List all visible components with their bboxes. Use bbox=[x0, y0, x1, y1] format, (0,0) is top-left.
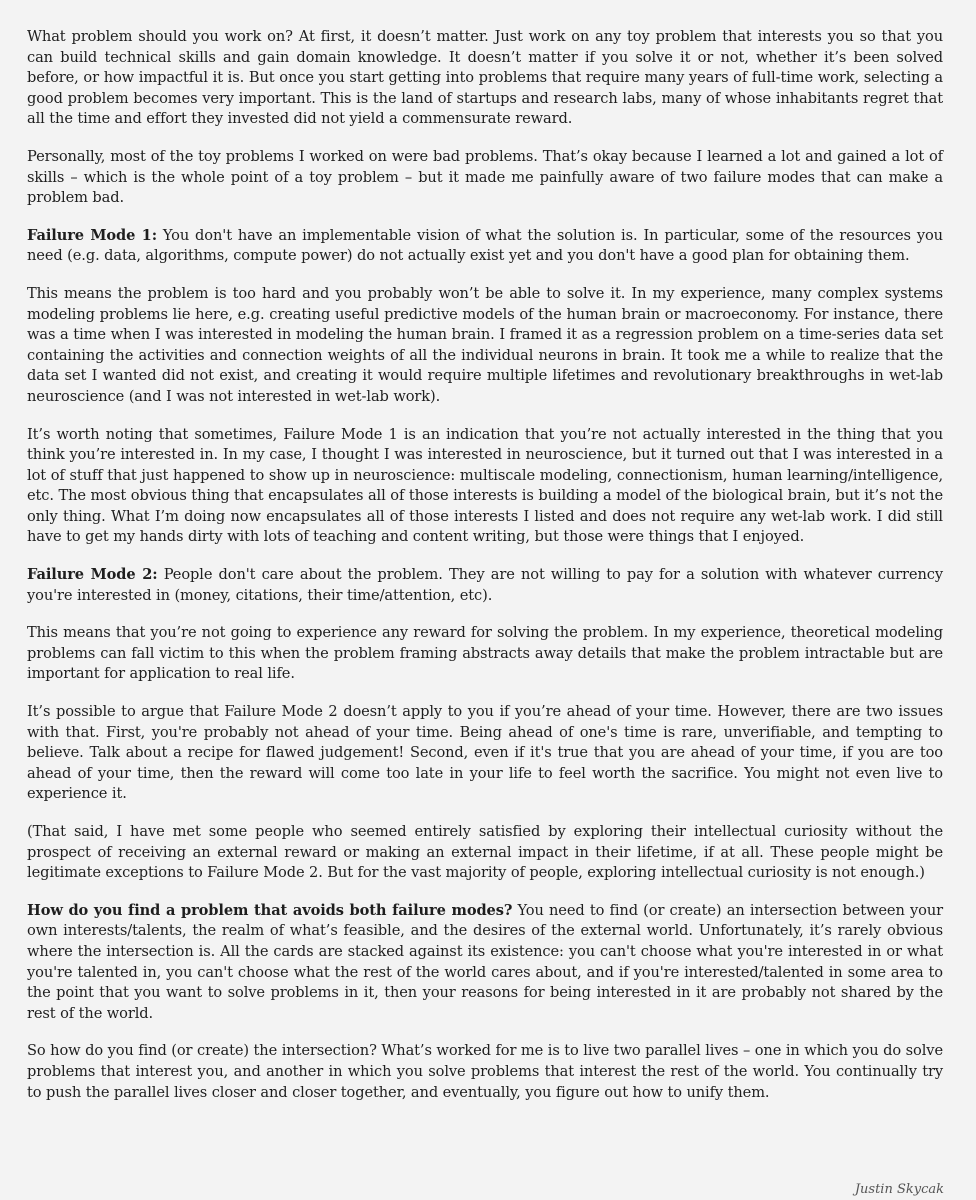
paragraph-text: You need to find (or create) an intersection between your own interests/talents, the realm of what’s feasible, and the desires of the external world. Unfortunately, it’s rarely obvious where the intersection is. All the cards are stacked against its existence: you can't choose what you're interested in or what you're talented in, you can't choose what the rest of the world cares about, and if you're interested/talented in some area to the point that you want to solve problems in it, then your reasons for being interested in it are probably not shared by the rest of the world. bbox=[27, 901, 943, 1022]
paragraph-text: You don't have an implementable vision of what the solution is. In particular, some of the resources you need (e.g. data, algorithms, compute power) do not actually exist yet and you don't have a good plan for obtaining them. bbox=[27, 226, 943, 265]
paragraph-text: This means that you’re not going to experience any reward for solving the problem. In my experience, theoretical modeling problems can fall victim to this when the problem framing abstracts away details that make the problem intractable but are important for application to real life. bbox=[27, 624, 943, 683]
paragraph-text: (That said, I have met some people who seemed entirely satisfied by exploring their intellectual curiosity without the prospect of receiving an external reward or making an external impact in their lifetime, if at all. These people might be legitimate exceptions to Failure Mode 2. But for the vast majority of people, exploring intellectual curiosity is not enough.) bbox=[27, 823, 943, 882]
paragraph-text: What problem should you work on? At first, it doesn’t matter. Just work on any toy problem that interests you so that you can build technical skills and gain domain knowledge. It doesn’t matter if you solve it or not, whether it’s been solved before, or how impactful it is. But once you start getting into problems that require many years of full-time work, selecting a good problem becomes very important. This is the land of startups and research labs, many of whose inhabitants regret that all the time and effort they invested did not yield a commensurate reward. bbox=[27, 28, 943, 128]
paragraph-text: It’s worth noting that sometimes, Failure Mode 1 is an indication that you’re not actually interested in the thing that you think you’re interested in. In my case, I thought I was interested in neuroscience, but it turned out that I was interested in a lot of stuff that just happened to show up in neuroscience: multiscale modeling, connectionism, human learning/intelligence, etc. The most obvious thing that encapsulates all of those interests is building a model of the biological brain, but it’s not the only thing. What I’m doing now encapsulates all of those interests I listed and does not require any wet-lab work. I did still have to get my hands dirty with lots of teaching and content writing, but those were things that I enjoyed. bbox=[27, 425, 943, 546]
paragraph-that-said bbox=[27, 822, 943, 884]
paragraph-ahead-of-time bbox=[27, 702, 943, 805]
paragraph-lead: How do you find a problem that avoids both failure modes? bbox=[27, 901, 513, 919]
paragraph-text: This means the problem is too hard and you probably won’t be able to solve it. In my experience, many complex systems modeling problems lie here, e.g. creating useful predictive models of the human brain or macroeconomy. For instance, there was a time when I was interested in modeling the human brain. I framed it as a regression problem on a time-series data set containing the activities and connection weights of all the individual neurons in brain. It took me a while to realize that the data set I wanted did not exist, and creating it would require multiple lifetimes and revolutionary breakthroughs in wet-lab neuroscience (and I was not interested in wet-lab work). bbox=[27, 284, 943, 405]
paragraph-text: People don't care about the problem. They are not willing to pay for a solution with whatever currency you're interested in (money, citations, their time/attention, etc). bbox=[27, 566, 943, 604]
paragraph-lead: Failure Mode 1: bbox=[27, 226, 157, 244]
paragraph-too-hard bbox=[27, 284, 943, 408]
paragraph-failure-mode-1 bbox=[27, 226, 943, 267]
paragraph-text: It’s possible to argue that Failure Mode 2 doesn’t apply to you if you’re ahead of your time. However, there are two issues with that. First, you're probably not ahead of your time. Being ahead of one's time is rare, unverifiable, and tempting to believe. Talk about a recipe for flawed judgement! Second, even if it's true that you are ahead of your time, if you are too ahead of your time, then the reward will come too late in your life to feel worth the sacrifice. You might not even live to experience it. bbox=[27, 703, 943, 803]
paragraph-no-reward bbox=[27, 623, 943, 685]
paragraph-text: So how do you find (or create) the intersection? What’s worked for me is to live two parallel lives – one in which you do solve problems that interest you, and another in which you solve problems that interest the rest of the world. You continually try to push the parallel lives closer and closer together, and eventually, you figure out how to unify them. bbox=[27, 1042, 943, 1101]
paragraph-text: Personally, most of the toy problems I worked on were bad problems. That’s okay because I learned a lot and gained a lot of skills – which is the whole point of a toy problem – but it made me painfully aware of two failure modes that can make a problem bad. bbox=[27, 147, 943, 207]
author-signature: Justin Skycak bbox=[854, 1182, 944, 1197]
paragraph-failure-mode-2 bbox=[27, 565, 943, 606]
paragraph-avoid-both bbox=[27, 901, 943, 1025]
paragraph-intro bbox=[27, 27, 943, 130]
paragraph-toy-problems bbox=[27, 147, 943, 209]
paragraph-worth-noting bbox=[27, 425, 943, 549]
paragraph-lead: Failure Mode 2: bbox=[27, 566, 158, 584]
paragraph-parallel-lives bbox=[27, 1041, 943, 1103]
